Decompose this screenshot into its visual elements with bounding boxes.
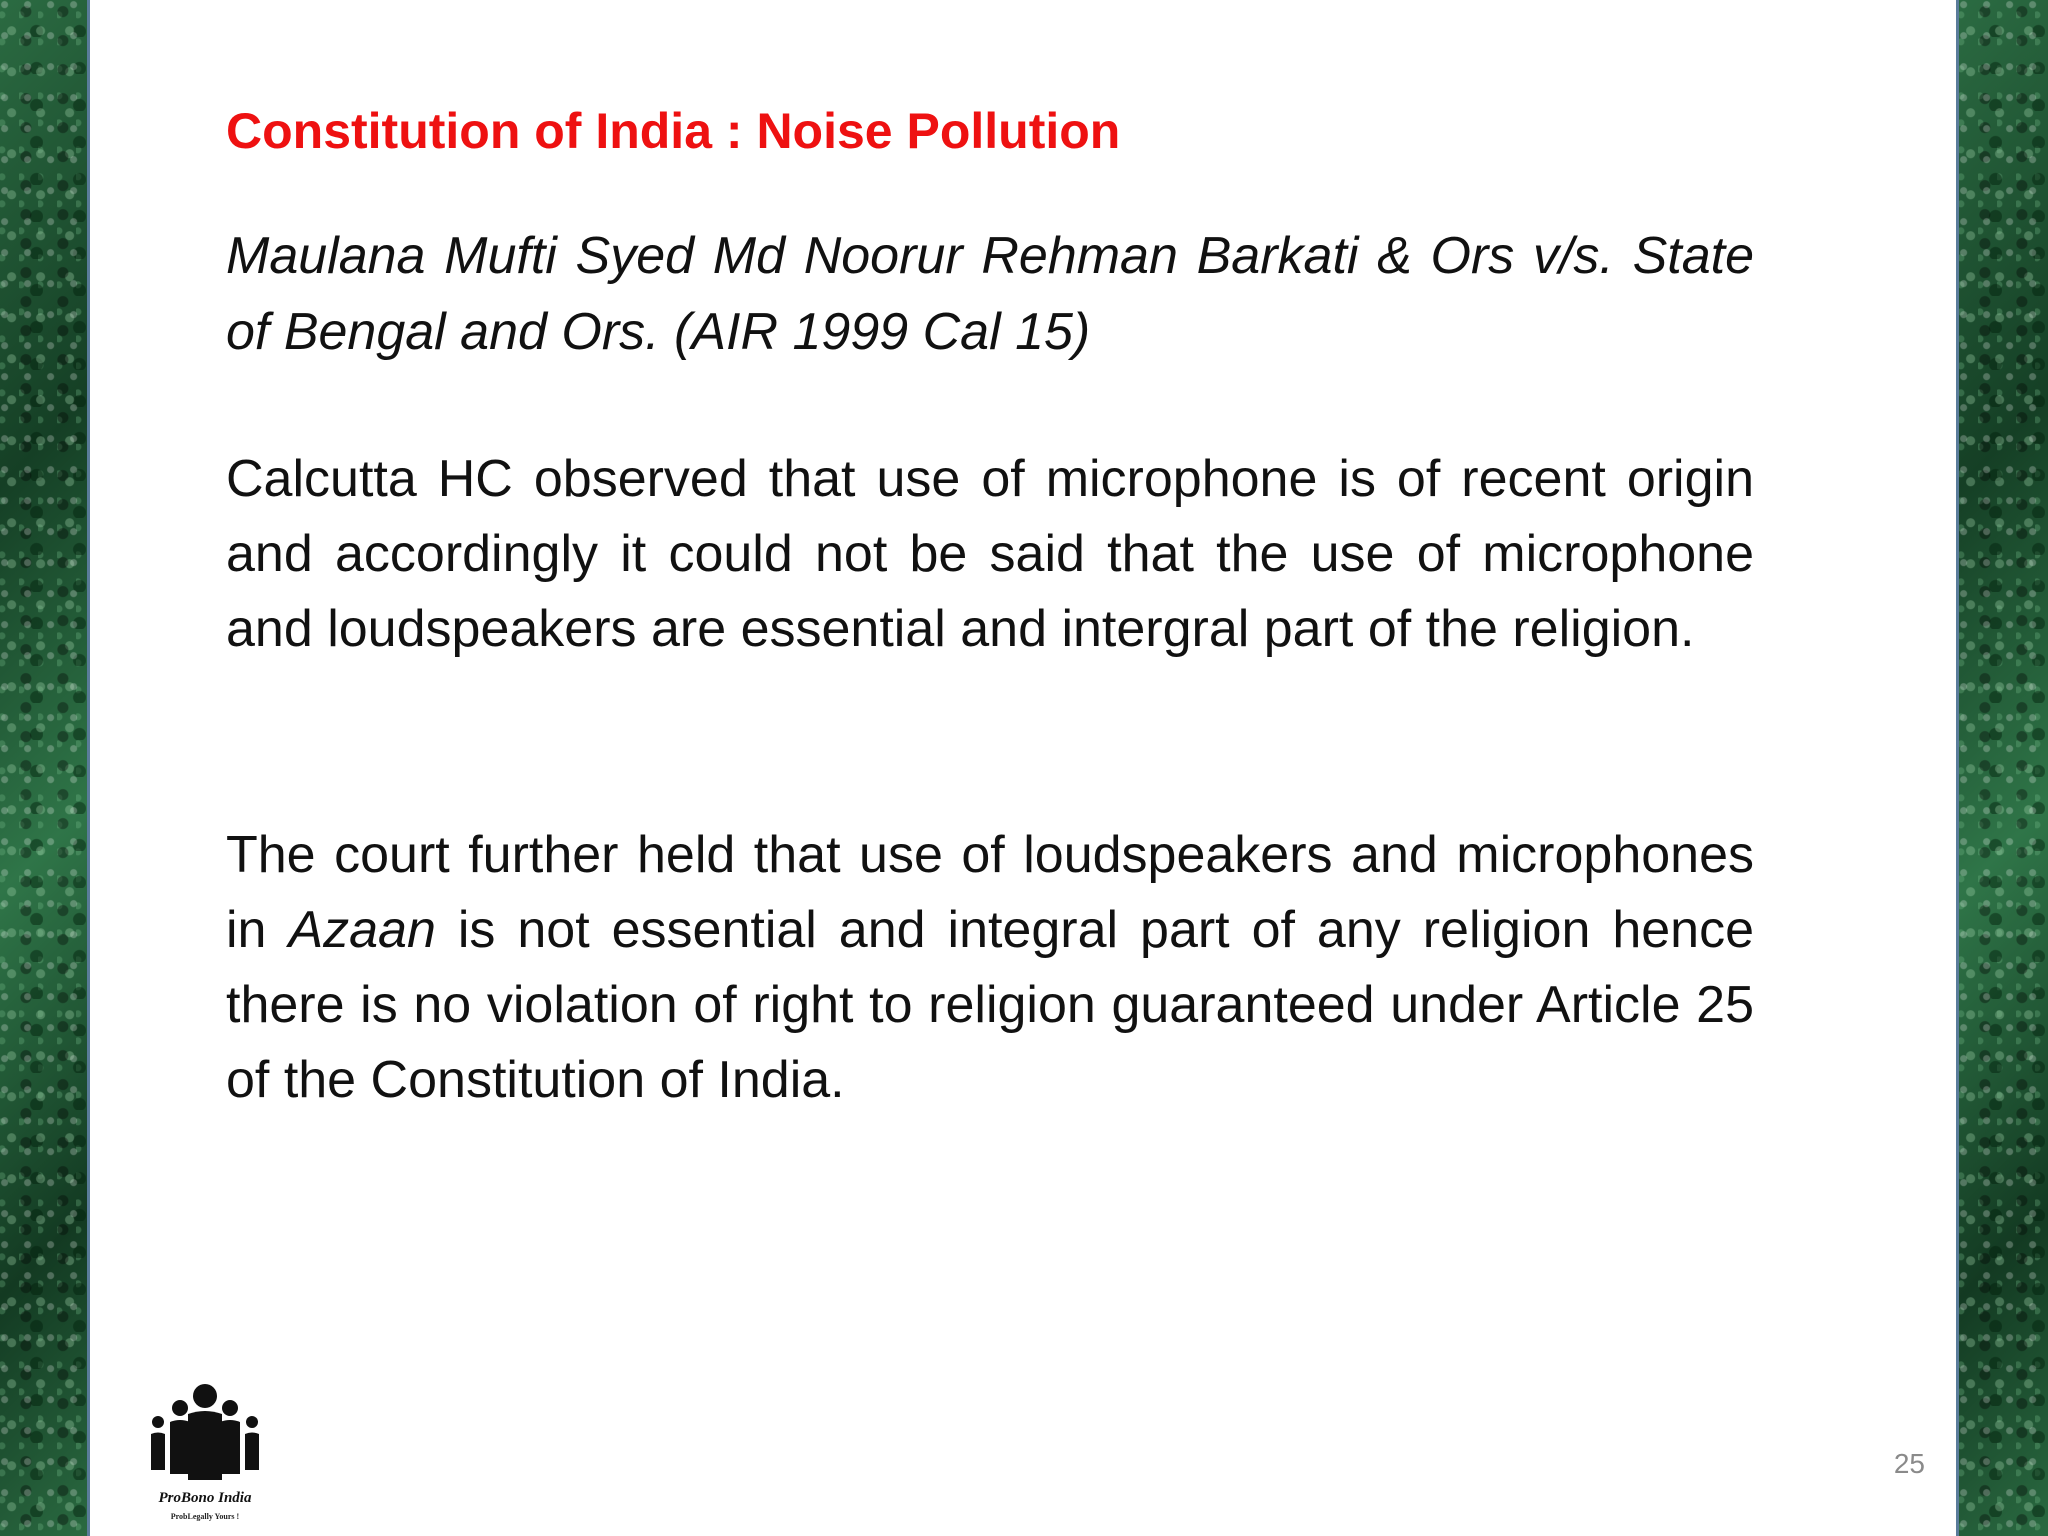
paragraph-2-after: is not essential and integral part of any religion hence there is no violation of right to religion guaranteed under Article 25 of the Constitution of India. bbox=[226, 901, 1755, 1109]
slide-title: Constitution of India : Noise Pollution bbox=[226, 103, 1121, 159]
page-number: 25 bbox=[1893, 1448, 1925, 1479]
logo-tagline: ProbLegally Yours ! bbox=[170, 1512, 240, 1521]
paragraph-1 bbox=[226, 442, 1754, 667]
paragraph-2-text bbox=[226, 818, 1754, 1118]
azaan-emphasis: Azaan bbox=[288, 901, 436, 959]
right-marble-border bbox=[1956, 0, 2048, 1536]
case-citation-text: Maulana Mufti Syed Md Noorur Rehman Barkati & Ors v/s. State of Bengal and Ors. (AIR 1999 Cal 15) bbox=[226, 227, 1754, 361]
paragraph-2 bbox=[226, 818, 1754, 1118]
paragraph-2-before: The court further held that use of loudspeakers and microphones in bbox=[226, 826, 1754, 959]
paragraph-1-text: Calcutta HC observed that use of microphone is of recent origin and accordingly it could not be said that the use of microphone and loudspeakers are essential and intergral part of the religion. bbox=[226, 450, 1754, 658]
people-group-icon bbox=[140, 1382, 270, 1488]
probono-india-logo bbox=[140, 1382, 270, 1528]
case-citation bbox=[226, 218, 1754, 370]
left-marble-border bbox=[0, 0, 90, 1536]
logo-name: ProBono India bbox=[158, 1490, 252, 1506]
